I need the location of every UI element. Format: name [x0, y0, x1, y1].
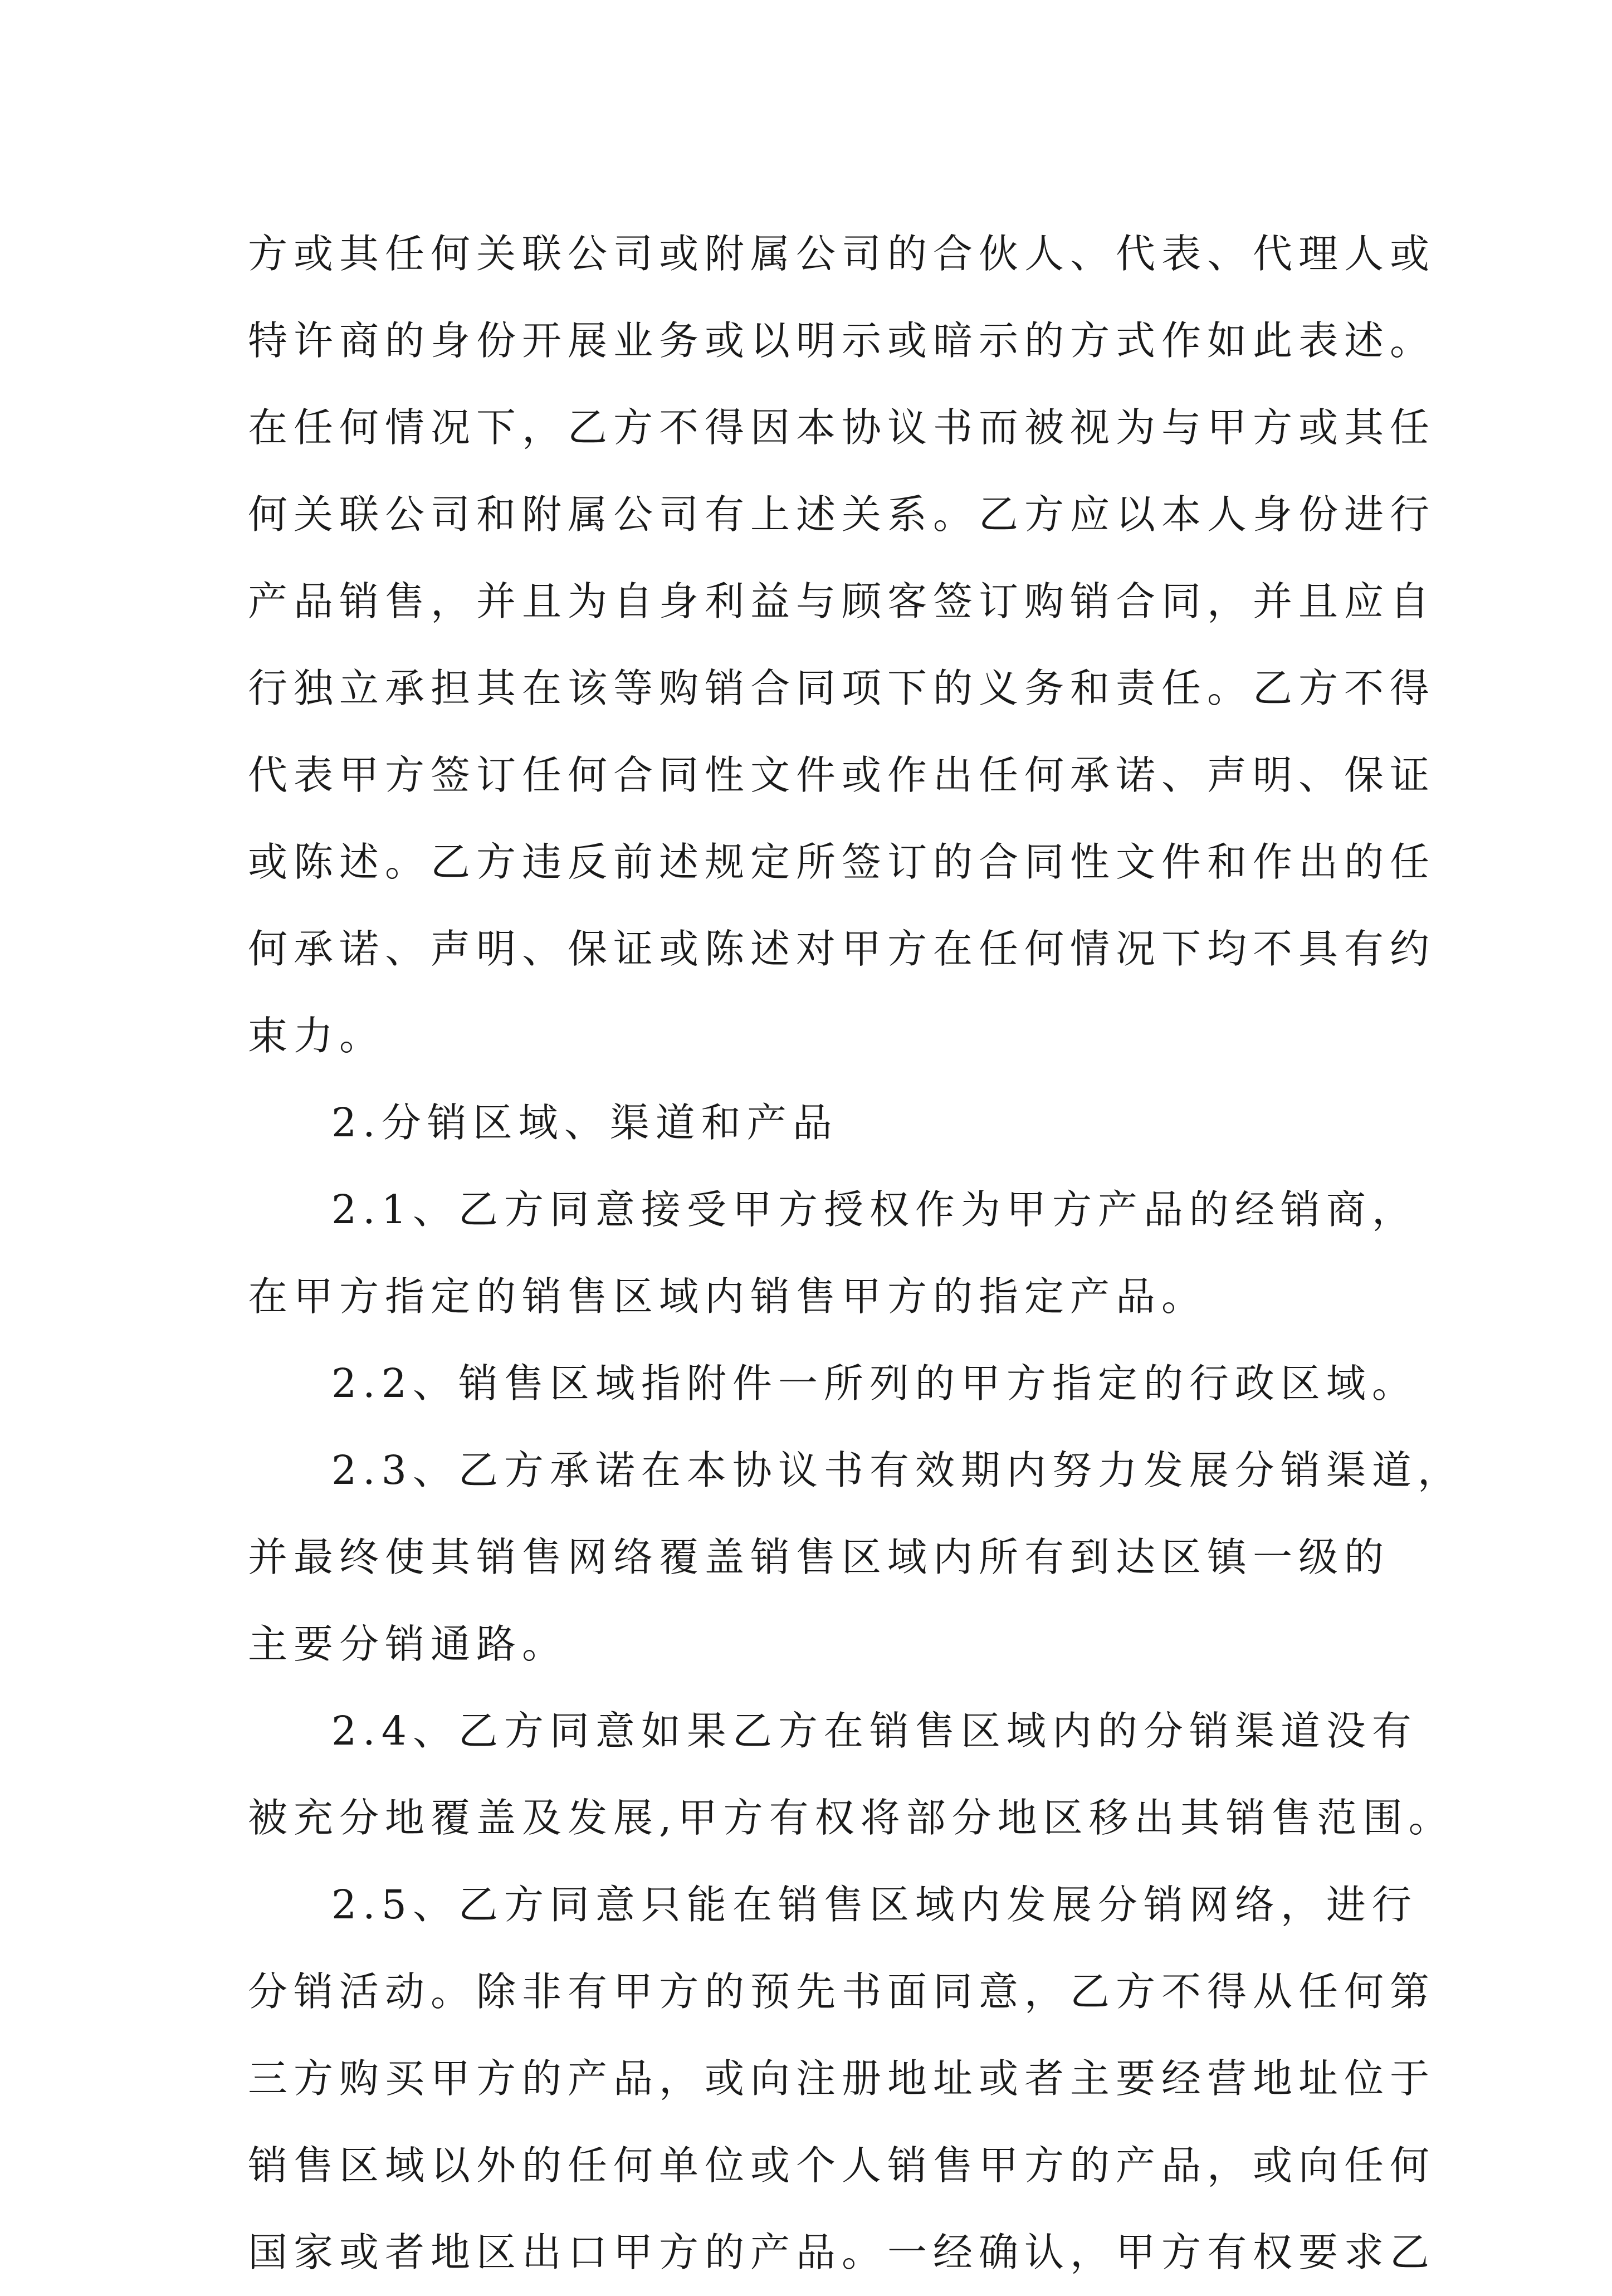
text-line-13: 在甲方指定的销售区域内销售甲方的指定产品。: [248, 1273, 1208, 1320]
text-line-10: 束力。: [248, 1013, 385, 1059]
text-line-14: 2.2、销售区域指附件一所列的甲方指定的行政区域。: [331, 1360, 1418, 1406]
text-line-9: 何承诺、声明、保证或陈述对甲方在任何情况下均不具有约: [248, 926, 1436, 972]
text-line-7: 代表甲方签订任何合同性文件或作出任何承诺、声明、保证: [248, 752, 1436, 798]
text-line-24: 国家或者地区出口甲方的产品。一经确认，甲方有权要求乙: [248, 2229, 1436, 2275]
text-line-2: 特许商的身份开展业务或以明示或暗示的方式作如此表述。: [248, 317, 1436, 364]
text-line-18: 2.4、乙方同意如果乙方在销售区域内的分销渠道没有: [331, 1708, 1418, 1754]
text-line-5: 产品销售，并且为自身利益与顾客签订购销合同，并且应自: [248, 578, 1436, 624]
text-line-4: 何关联公司和附属公司有上述关系。乙方应以本人身份进行: [248, 491, 1436, 538]
text-line-16: 并最终使其销售网络覆盖销售区域内所有到达区镇一级的: [248, 1534, 1390, 1580]
text-line-15: 2.3、乙方承诺在本协议书有效期内努力发展分销渠道，: [331, 1447, 1463, 1493]
document-body: [248, 211, 1463, 2296]
text-line-23: 销售区域以外的任何单位或个人销售甲方的产品，或向任何: [248, 2142, 1436, 2188]
text-line-8: 或陈述。乙方违反前述规定所签订的合同性文件和作出的任: [248, 839, 1436, 885]
text-line-21: 分销活动。除非有甲方的预先书面同意，乙方不得从任何第: [248, 1968, 1436, 2015]
text-line-20: 2.5、乙方同意只能在销售区域内发展分销网络，进行: [331, 1882, 1418, 1928]
text-line-22: 三方购买甲方的产品，或向注册地址或者主要经营地址位于: [248, 2055, 1436, 2102]
section-heading: 2.分销区域、渠道和产品: [331, 1100, 838, 1146]
text-line-19: 被充分地覆盖及发展,甲方有权将部分地区移出其销售范围。: [248, 1795, 1454, 1841]
text-line-1: 方或其任何关联公司或附属公司的合伙人、代表、代理人或: [248, 231, 1436, 277]
text-line-17: 主要分销通路。: [248, 1621, 568, 1667]
text-line-12: 2.1、乙方同意接受甲方授权作为甲方产品的经销商，: [331, 1186, 1418, 1233]
text-line-3: 在任何情况下，乙方不得因本协议书而被视为与甲方或其任: [248, 404, 1436, 451]
text-line-6: 行独立承担其在该等购销合同项下的义务和责任。乙方不得: [248, 665, 1436, 711]
